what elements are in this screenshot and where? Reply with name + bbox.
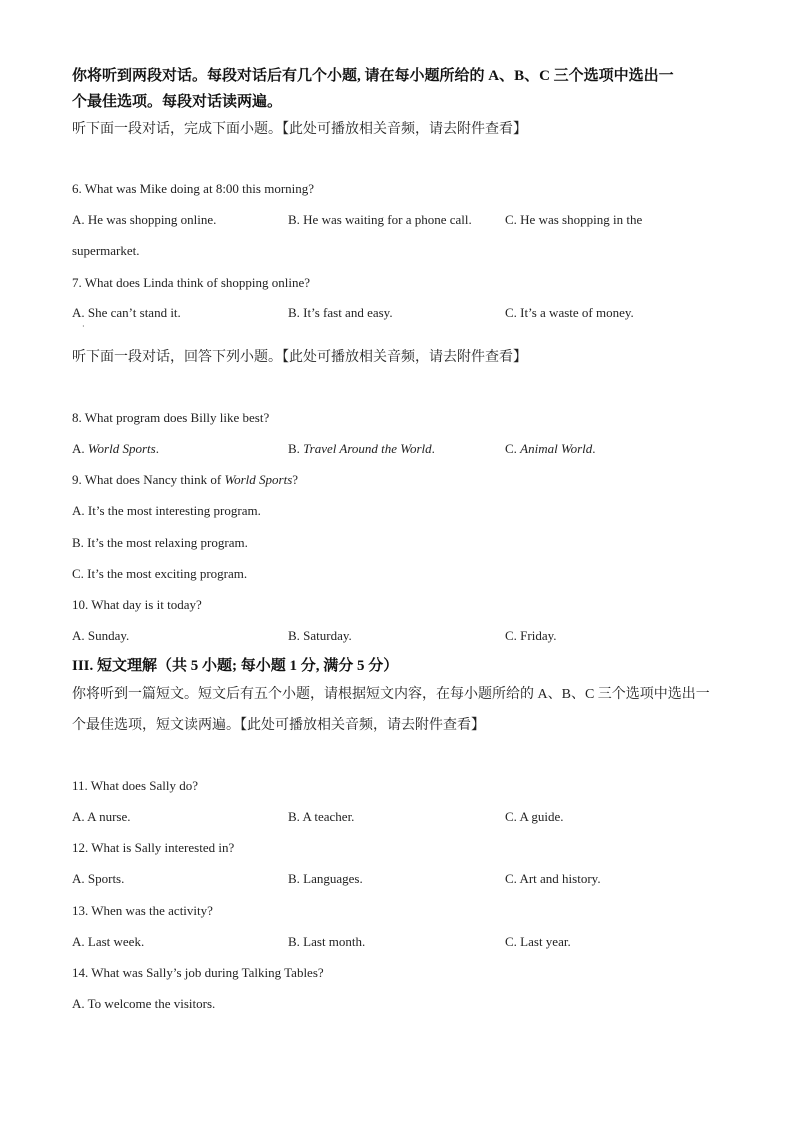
listen-instruction-1: 听下面一段对话，完成下面小题。【此处可播放相关音频，请去附件查看】 <box>72 122 527 137</box>
q11-option-a: A. A nurse. <box>72 809 131 824</box>
q9-stem-prefix: 9. What does Nancy think of <box>72 472 225 487</box>
q9-option-b: B. It’s the most relaxing program. <box>72 535 248 550</box>
q6-option-c: C. He was shopping in the <box>505 212 643 227</box>
stray-dot: · <box>82 322 85 331</box>
q8-a-title: World Sports <box>87 441 156 456</box>
q8-b-prefix: B. <box>288 441 304 456</box>
q6-option-c-continued: supermarket. <box>72 243 140 258</box>
q7-option-b: B. It’s fast and easy. <box>288 305 393 320</box>
q10-option-a: A. Sunday. <box>72 628 130 643</box>
section-3-instruction-2: 个最佳选项，短文读两遍。【此处可播放相关音频，请去附件查看】 <box>72 718 485 733</box>
q12-stem: 12. What is Sally interested in? <box>72 840 235 855</box>
q7-option-c: C. It’s a waste of money. <box>505 305 634 320</box>
q7-stem: 7. What does Linda think of shopping online? <box>72 275 311 290</box>
q7-option-a: A. She can’t stand it. <box>72 305 181 320</box>
q10-option-c: C. Friday. <box>505 628 557 643</box>
q12-option-a: A. Sports. <box>72 871 125 886</box>
q8-option-b: B. Travel Around the World. <box>288 441 435 456</box>
q8-b-title: Travel Around the World <box>303 441 432 456</box>
q8-stem: 8. What program does Billy like best? <box>72 410 270 425</box>
q8-c-prefix: C. <box>505 441 521 456</box>
q10-stem: 10. What day is it today? <box>72 597 202 612</box>
q9-option-a: A. It’s the most interesting program. <box>72 503 261 518</box>
q13-option-b: B. Last month. <box>288 934 366 949</box>
q6-option-b: B. He was waiting for a phone call. <box>288 212 472 227</box>
q6-option-a: A. He was shopping online. <box>72 212 217 227</box>
q8-c-title: Animal World <box>520 441 593 456</box>
q8-option-c: C. Animal World. <box>505 441 596 456</box>
q11-option-c: C. A guide. <box>505 809 564 824</box>
intro-line-2: 个最佳选项。每段对话读两遍。 <box>72 94 283 110</box>
q6-stem: 6. What was Mike doing at 8:00 this morning? <box>72 181 315 196</box>
q9-option-c: C. It’s the most exciting program. <box>72 566 248 581</box>
q13-option-a: A. Last week. <box>72 934 145 949</box>
q13-option-c: C. Last year. <box>505 934 571 949</box>
q9-stem <box>72 472 298 488</box>
q9-stem-suffix: ? <box>292 472 299 487</box>
intro-line-1: 你将听到两段对话。每段对话后有几个小题, 请在每小题所给的 A、B、C 三个选项中选出一 <box>72 68 674 84</box>
q11-stem: 11. What does Sally do? <box>72 778 199 793</box>
listen-instruction-2: 听下面一段对话，回答下列小题。【此处可播放相关音频，请去附件查看】 <box>72 350 527 365</box>
q13-stem: 13. When was the activity? <box>72 903 213 918</box>
section-3-heading: III. 短文理解（共 5 小题; 每小题 1 分, 满分 5 分） <box>72 658 399 674</box>
q14-option-a: A. To welcome the visitors. <box>72 996 216 1011</box>
q12-option-b: B. Languages. <box>288 871 363 886</box>
section-3-instruction-1: 你将听到一篇短文。短文后有五个小题，请根据短文内容，在每小题所给的 A、B、C 三个选项中选出一 <box>72 687 710 702</box>
q10-option-b: B. Saturday. <box>288 628 352 643</box>
q9-stem-title: World Sports <box>224 472 293 487</box>
q8-a-prefix: A. <box>72 441 88 456</box>
q11-option-b: B. A teacher. <box>288 809 355 824</box>
q14-stem: 14. What was Sally’s job during Talking Tables? <box>72 965 324 980</box>
q8-option-a: A. World Sports. <box>72 441 159 456</box>
q12-option-c: C. Art and history. <box>505 871 601 886</box>
